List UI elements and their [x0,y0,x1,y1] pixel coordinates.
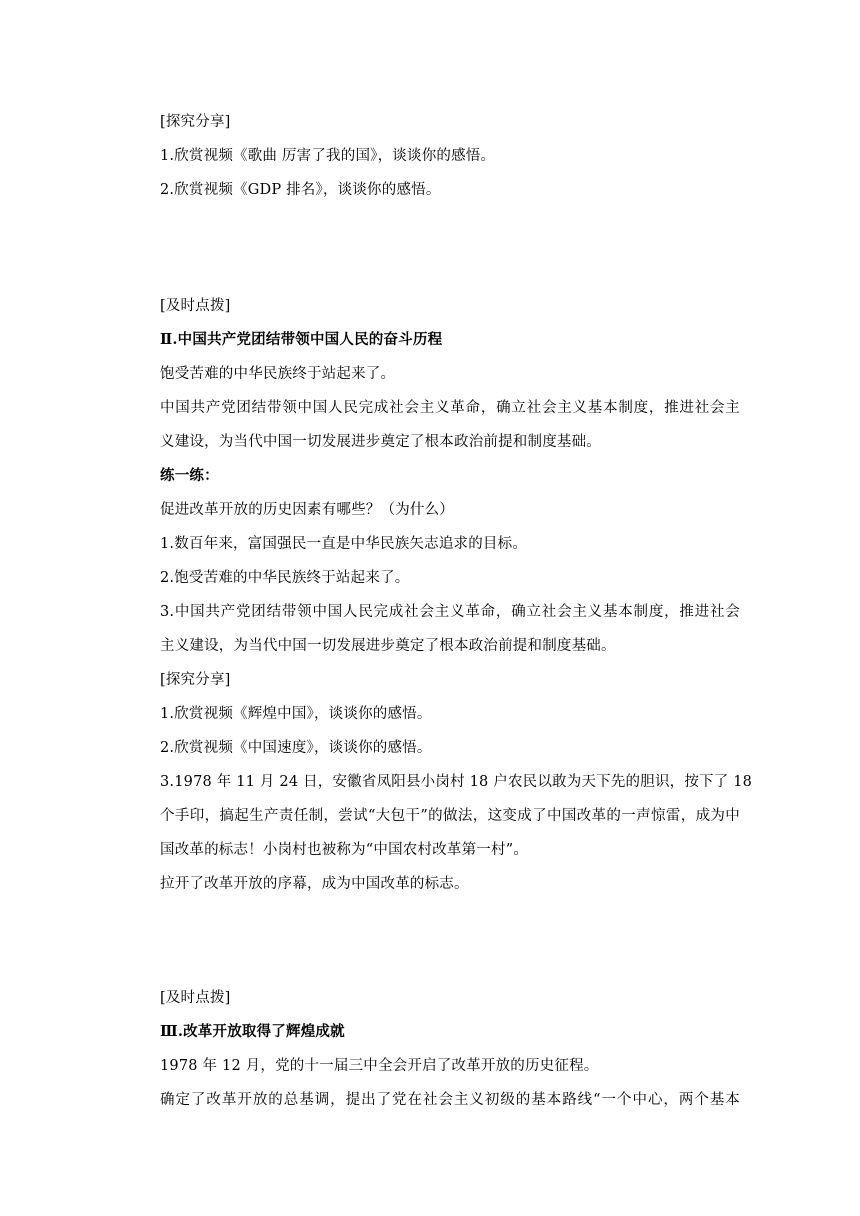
practice-answer-1: 1.数百年来，富国强民一直是中华民族矢志追求的目标。 [160,536,528,552]
practice-answer-3-line: 3.中国共产党团结带领中国人民完成社会主义革命，确立社会主义基本制度，推进社会 [160,604,740,620]
paragraph: 拉开了改革开放的序幕，成为中国改革的标志。 [160,876,469,892]
explore-item-3-line: 国改革的标志！小岗村也被称为“中国农村改革第一村”。 [160,842,529,858]
practice-answer-3-line: 主义建设，为当代中国一切发展进步奠定了根本政治前提和制度基础。 [160,638,616,654]
timely-tip-header: [及时点拨] [160,990,231,1006]
paragraph: 饱受苦难的中华民族终于站起来了。 [160,366,396,382]
explore-item-3-line: 个手印，搞起生产责任制，尝试“大包干”的做法，这变成了中国改革的一声惊雷，成为中 [160,808,740,824]
paragraph-line: 义建设，为当代中国一切发展进步奠定了根本政治前提和制度基础。 [160,434,601,450]
timely-tip-header: [及时点拨] [160,298,231,314]
explore-item-3-line: 3.1978 年 11 月 24 日，安徽省凤阳县小岗村 18 户农民以敢为天下先的胆识，按下了 18 [160,774,753,790]
explore-item-2: 2.欣赏视频《GDP 排名》，谈谈你的感悟。 [160,182,441,198]
explore-item-1: 1.欣赏视频《歌曲 厉害了我的国》，谈谈你的感悟。 [160,148,496,164]
paragraph: 1978 年 12 月，党的十一届三中全会开启了改革开放的历史征程。 [160,1058,599,1074]
explore-share-header: [探究分享] [160,114,231,130]
explore-item-2: 2.欣赏视频《中国速度》，谈谈你的感悟。 [160,740,432,756]
practice-header: 练一练： [160,467,219,484]
practice-answer-2: 2.饱受苦难的中华民族终于站起来了。 [160,570,410,586]
section-heading-3: Ⅲ.改革开放取得了辉煌成就 [160,1023,345,1040]
explore-share-header: [探究分享] [160,672,231,688]
section-heading-2: Ⅱ.中国共产党团结带领中国人民的奋斗历程 [160,331,443,348]
explore-item-1: 1.欣赏视频《辉煌中国》，谈谈你的感悟。 [160,706,432,722]
practice-question: 促进改革开放的历史因素有哪些？（为什么） [160,502,454,518]
paragraph-line: 确定了改革开放的总基调，提出了党在社会主义初级的基本路线“一个中心，两个基本 [160,1092,740,1108]
paragraph-line: 中国共产党团结带领中国人民完成社会主义革命，确立社会主义基本制度，推进社会主 [160,400,740,416]
